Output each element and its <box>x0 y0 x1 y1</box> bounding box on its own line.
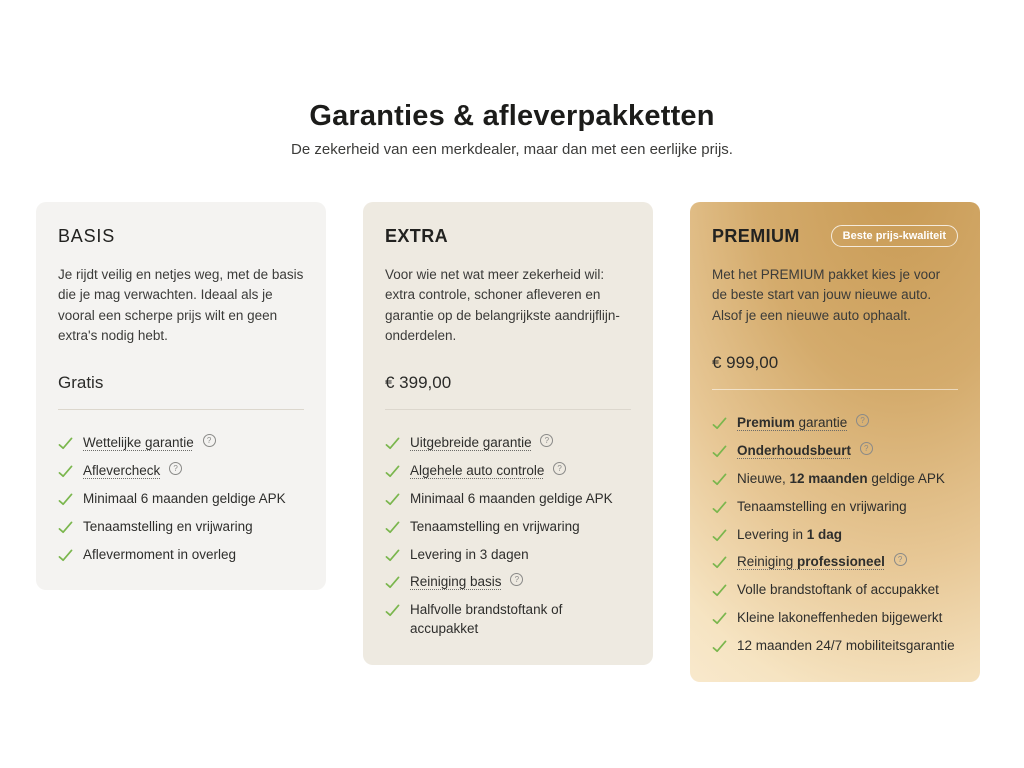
check-icon <box>712 472 727 487</box>
feature-label <box>737 582 939 597</box>
check-icon <box>58 492 73 507</box>
package-description: Met het PREMIUM pakket kies je voor de beste start van jouw nieuwe auto. Alsof je een nieuwe auto ophaalt. <box>712 267 941 323</box>
feature-label <box>83 519 253 534</box>
check-icon <box>712 528 727 543</box>
package-description: Voor wie net wat meer zekerheid wil: extra controle, schoner afleveren en garantie op de belangrijkste aandrijflijn-onderdelen. <box>385 267 620 343</box>
feature-text: Kleine lakoneffenheden bijgewerkt <box>737 610 943 626</box>
feature-text: Minimaal 6 maanden geldige APK <box>410 490 613 506</box>
feature-body <box>410 601 631 639</box>
feature-label <box>737 638 955 653</box>
feature-item <box>58 434 304 453</box>
feature-text: 12 maanden <box>789 470 868 486</box>
check-icon <box>385 464 400 479</box>
feature-text: Tenaamstelling en vrijwaring <box>83 518 253 534</box>
package-card-premium <box>690 202 980 682</box>
feature-body <box>410 573 523 592</box>
page-title: Garanties & afleverpakketten <box>309 100 715 132</box>
feature-body <box>737 414 869 433</box>
feature-text: Algehele auto controle <box>410 462 545 478</box>
feature-item <box>385 546 631 565</box>
feature-text: Uitgebreide garantie <box>410 435 532 450</box>
check-icon <box>58 436 73 451</box>
feature-label[interactable] <box>83 435 194 450</box>
feature-list <box>712 414 958 656</box>
feature-list <box>385 434 631 639</box>
feature-text: Volle brandstoftank of accupakket <box>737 582 939 598</box>
check-icon <box>58 520 73 535</box>
feature-body <box>737 442 873 461</box>
feature-label <box>737 471 945 486</box>
page-subtitle: De zekerheid van een merkdealer, maar dan met een eerlijke prijs. <box>291 141 733 158</box>
feature-label <box>410 519 580 534</box>
feature-item <box>58 518 304 537</box>
feature-text: 1 dag <box>806 526 843 542</box>
feature-body <box>410 434 553 453</box>
feature-text: Wettelijke garantie <box>83 435 194 450</box>
feature-label <box>737 499 907 514</box>
feature-body <box>737 553 907 572</box>
card-header <box>58 224 304 248</box>
feature-label[interactable] <box>737 415 847 430</box>
feature-label <box>737 527 842 542</box>
feature-text: Premium <box>737 415 795 430</box>
check-icon <box>385 520 400 535</box>
feature-body <box>737 637 955 656</box>
feature-body <box>83 434 216 453</box>
feature-label <box>83 491 286 506</box>
feature-item <box>385 518 631 537</box>
feature-label[interactable] <box>410 574 502 589</box>
help-icon[interactable]: ? <box>553 462 566 475</box>
check-icon <box>712 416 727 431</box>
check-icon <box>385 436 400 451</box>
feature-text: Reiniging <box>737 554 798 570</box>
check-icon <box>385 548 400 563</box>
feature-body <box>83 546 236 565</box>
feature-body <box>737 470 945 489</box>
feature-label <box>410 547 529 562</box>
feature-text: geldige APK <box>867 470 945 486</box>
help-icon[interactable]: ? <box>203 434 216 447</box>
feature-item <box>385 490 631 509</box>
package-card-basis <box>36 202 326 590</box>
feature-text: Tenaamstelling en vrijwaring <box>410 518 580 534</box>
feature-label[interactable] <box>410 463 544 478</box>
package-price: € 999,00 <box>712 353 779 372</box>
feature-text: Aflevercheck <box>83 462 161 478</box>
feature-body <box>737 498 907 517</box>
check-icon <box>58 548 73 563</box>
package-description: Je rijdt veilig en netjes weg, met de basis die je mag verwachten. Ideaal als je vooral een scherpe prijs wilt en geen extra's nodig hebt. <box>58 267 304 343</box>
check-icon <box>58 464 73 479</box>
package-card-extra <box>363 202 653 665</box>
package-name: PREMIUM <box>712 225 800 246</box>
divider <box>58 409 304 410</box>
feature-item <box>385 573 631 592</box>
feature-item <box>712 498 958 517</box>
package-price: Gratis <box>58 373 104 392</box>
feature-label <box>410 491 613 506</box>
feature-item <box>58 490 304 509</box>
check-icon <box>385 492 400 507</box>
feature-item <box>385 462 631 481</box>
divider <box>712 389 958 390</box>
feature-label[interactable] <box>83 463 160 478</box>
check-icon <box>712 611 727 626</box>
feature-text: Levering in <box>737 526 807 542</box>
feature-label[interactable] <box>737 443 851 458</box>
feature-label[interactable] <box>410 435 532 450</box>
help-icon[interactable]: ? <box>169 462 182 475</box>
feature-text: professioneel <box>797 554 885 570</box>
feature-label <box>410 602 562 636</box>
feature-body <box>737 609 942 628</box>
feature-text: Nieuwe, <box>737 470 790 486</box>
package-name: EXTRA <box>385 225 449 246</box>
package-price: € 399,00 <box>385 373 452 392</box>
feature-label <box>737 610 942 625</box>
feature-text: Minimaal 6 maanden geldige APK <box>83 490 286 506</box>
package-name: BASIS <box>58 225 116 246</box>
feature-text: Aflevermoment in overleg <box>83 546 237 562</box>
check-icon <box>712 583 727 598</box>
check-icon <box>712 639 727 654</box>
check-icon <box>712 500 727 515</box>
feature-text: Tenaamstelling en vrijwaring <box>737 498 907 514</box>
feature-text: Levering in 3 dagen <box>410 546 529 562</box>
check-icon <box>712 555 727 570</box>
feature-body <box>83 518 253 537</box>
feature-body <box>410 546 529 565</box>
feature-item <box>712 637 958 656</box>
card-header <box>712 224 958 248</box>
feature-item <box>712 609 958 628</box>
help-icon[interactable]: ? <box>510 573 523 586</box>
page-header <box>0 0 1024 158</box>
feature-body <box>410 462 566 481</box>
card-header <box>385 224 631 248</box>
feature-label[interactable] <box>737 554 885 569</box>
feature-text: 12 maanden 24/7 mobiliteitsgarantie <box>737 638 955 654</box>
check-icon <box>712 444 727 459</box>
package-cards <box>0 202 1024 682</box>
feature-item <box>58 546 304 565</box>
feature-list <box>58 434 304 564</box>
feature-body <box>83 462 182 481</box>
feature-text: Reiniging basis <box>410 574 502 590</box>
feature-body <box>737 581 939 600</box>
help-icon[interactable]: ? <box>860 442 873 455</box>
feature-text: Onderhoudsbeurt <box>737 442 851 458</box>
feature-label <box>83 547 236 562</box>
feature-item <box>712 442 958 461</box>
feature-body <box>410 490 613 509</box>
help-icon[interactable]: ? <box>894 553 907 566</box>
feature-body <box>737 526 842 545</box>
check-icon <box>385 575 400 590</box>
feature-item <box>385 601 631 639</box>
check-icon <box>385 603 400 618</box>
feature-text: garantie <box>794 415 848 430</box>
feature-body <box>83 490 286 509</box>
feature-body <box>410 518 580 537</box>
feature-item <box>58 462 304 481</box>
feature-text: Halfvolle brandstoftank of accupakket <box>410 602 563 637</box>
feature-item <box>712 553 958 572</box>
feature-item <box>385 434 631 453</box>
feature-item <box>712 414 958 433</box>
help-icon[interactable]: ? <box>856 414 869 427</box>
help-icon[interactable]: ? <box>540 434 553 447</box>
best-value-badge: Beste prijs-kwaliteit <box>831 225 958 247</box>
feature-item <box>712 526 958 545</box>
divider <box>385 409 631 410</box>
feature-item <box>712 470 958 489</box>
feature-item <box>712 581 958 600</box>
